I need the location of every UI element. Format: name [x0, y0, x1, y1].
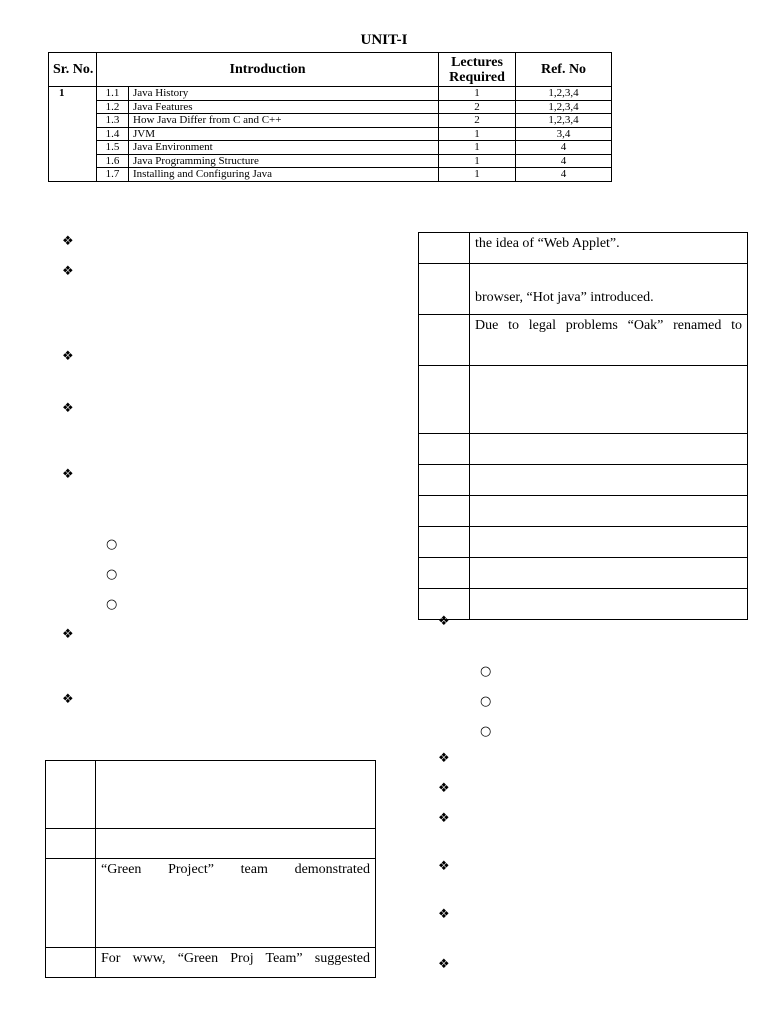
event-cell: [470, 527, 748, 558]
diamond-bullet-icon: ❖: [62, 264, 74, 279]
year-cell: [419, 264, 470, 315]
syllabus-table: [48, 52, 612, 182]
year-cell: [419, 558, 470, 589]
table-row: [419, 589, 748, 620]
diamond-bullet-icon: ❖: [438, 957, 450, 972]
topic: Java Features: [129, 100, 439, 114]
year-cell: [46, 859, 96, 948]
section-number: 1.7: [97, 168, 129, 182]
year-cell: [419, 465, 470, 496]
table-row: [419, 315, 748, 366]
event-cell: [470, 589, 748, 620]
year-cell: [46, 948, 96, 978]
table-row: [46, 761, 376, 829]
ref-no: 3,4: [516, 127, 612, 141]
section-number: 1.2: [97, 100, 129, 114]
topic: Java Environment: [129, 141, 439, 155]
year-cell: [419, 315, 470, 366]
event-cell: [470, 434, 748, 465]
event-cell: browser, “Hot java” introduced.: [470, 264, 748, 315]
lectures: 1: [439, 127, 516, 141]
table-row: [46, 948, 376, 978]
history-table-left: [45, 760, 376, 978]
event-cell: For www, “Green Proj Team” suggested: [96, 948, 376, 978]
year-cell: [46, 829, 96, 859]
diamond-bullet-icon: ❖: [438, 907, 450, 922]
table-row: [419, 527, 748, 558]
year-cell: [419, 527, 470, 558]
header-lectures-required: Lectures Required: [439, 53, 516, 87]
event-cell: [470, 558, 748, 589]
section-number: 1.4: [97, 127, 129, 141]
lectures: 2: [439, 100, 516, 114]
diamond-bullet-icon: ❖: [438, 781, 450, 796]
year-cell: [419, 434, 470, 465]
ref-no: 1,2,3,4: [516, 87, 612, 101]
table-row: [49, 114, 612, 128]
ref-no: 4: [516, 154, 612, 168]
diamond-bullet-icon: ❖: [438, 859, 450, 874]
circle-bullet-icon: ○: [106, 597, 118, 612]
table-row: [419, 496, 748, 527]
diamond-bullet-icon: ❖: [438, 751, 450, 766]
event-cell: the idea of “Web Applet”.: [470, 233, 748, 264]
diamond-bullet-icon: ❖: [62, 692, 74, 707]
year-cell: [419, 233, 470, 264]
header-sr-no: Sr. No.: [49, 53, 97, 87]
lectures: 1: [439, 168, 516, 182]
table-row: [46, 829, 376, 859]
topic: Installing and Configuring Java: [129, 168, 439, 182]
topic: Java History: [129, 87, 439, 101]
topic: JVM: [129, 127, 439, 141]
table-row: [49, 127, 612, 141]
lectures: 1: [439, 87, 516, 101]
circle-bullet-icon: ○: [480, 724, 492, 739]
header-ref-no: Ref. No: [516, 53, 612, 87]
ref-no: 1,2,3,4: [516, 114, 612, 128]
event-cell: “Green Project” team demonstrated: [96, 859, 376, 948]
circle-bullet-icon: ○: [106, 537, 118, 552]
table-row: [419, 465, 748, 496]
ref-no: 4: [516, 168, 612, 182]
header-introduction: Introduction: [97, 53, 439, 87]
year-cell: [419, 496, 470, 527]
table-row: [419, 434, 748, 465]
diamond-bullet-icon: ❖: [438, 614, 450, 629]
circle-bullet-icon: ○: [106, 567, 118, 582]
circle-bullet-icon: ○: [480, 694, 492, 709]
diamond-bullet-icon: ❖: [438, 811, 450, 826]
unit-title: UNIT-I: [360, 32, 408, 48]
event-cell: [96, 761, 376, 829]
lectures: 2: [439, 114, 516, 128]
event-cell: [470, 496, 748, 527]
event-cell: [470, 366, 748, 434]
table-row: [49, 141, 612, 155]
section-number: 1.5: [97, 141, 129, 155]
diamond-bullet-icon: ❖: [62, 467, 74, 482]
table-row: [419, 366, 748, 434]
diamond-bullet-icon: ❖: [62, 234, 74, 249]
table-row: [49, 168, 612, 182]
table-row: [49, 154, 612, 168]
table-row: [49, 100, 612, 114]
topic: Java Programming Structure: [129, 154, 439, 168]
event-cell: [470, 465, 748, 496]
event-cell: Due to legal problems “Oak” renamed to: [470, 315, 748, 366]
table-row: [49, 87, 612, 101]
circle-bullet-icon: ○: [480, 664, 492, 679]
ref-no: 1,2,3,4: [516, 100, 612, 114]
table-row: [46, 859, 376, 948]
year-cell: [419, 366, 470, 434]
diamond-bullet-icon: ❖: [62, 401, 74, 416]
ref-no: 4: [516, 141, 612, 155]
table-row: [419, 558, 748, 589]
diamond-bullet-icon: ❖: [62, 349, 74, 364]
sr-number: 1: [49, 87, 97, 182]
event-cell: [96, 829, 376, 859]
table-row: [419, 233, 748, 264]
section-number: 1.6: [97, 154, 129, 168]
topic: How Java Differ from C and C++: [129, 114, 439, 128]
section-number: 1.1: [97, 87, 129, 101]
diamond-bullet-icon: ❖: [62, 627, 74, 642]
lectures: 1: [439, 154, 516, 168]
section-number: 1.3: [97, 114, 129, 128]
history-table-right: [418, 232, 748, 620]
year-cell: [46, 761, 96, 829]
table-row: [419, 264, 748, 315]
lectures: 1: [439, 141, 516, 155]
